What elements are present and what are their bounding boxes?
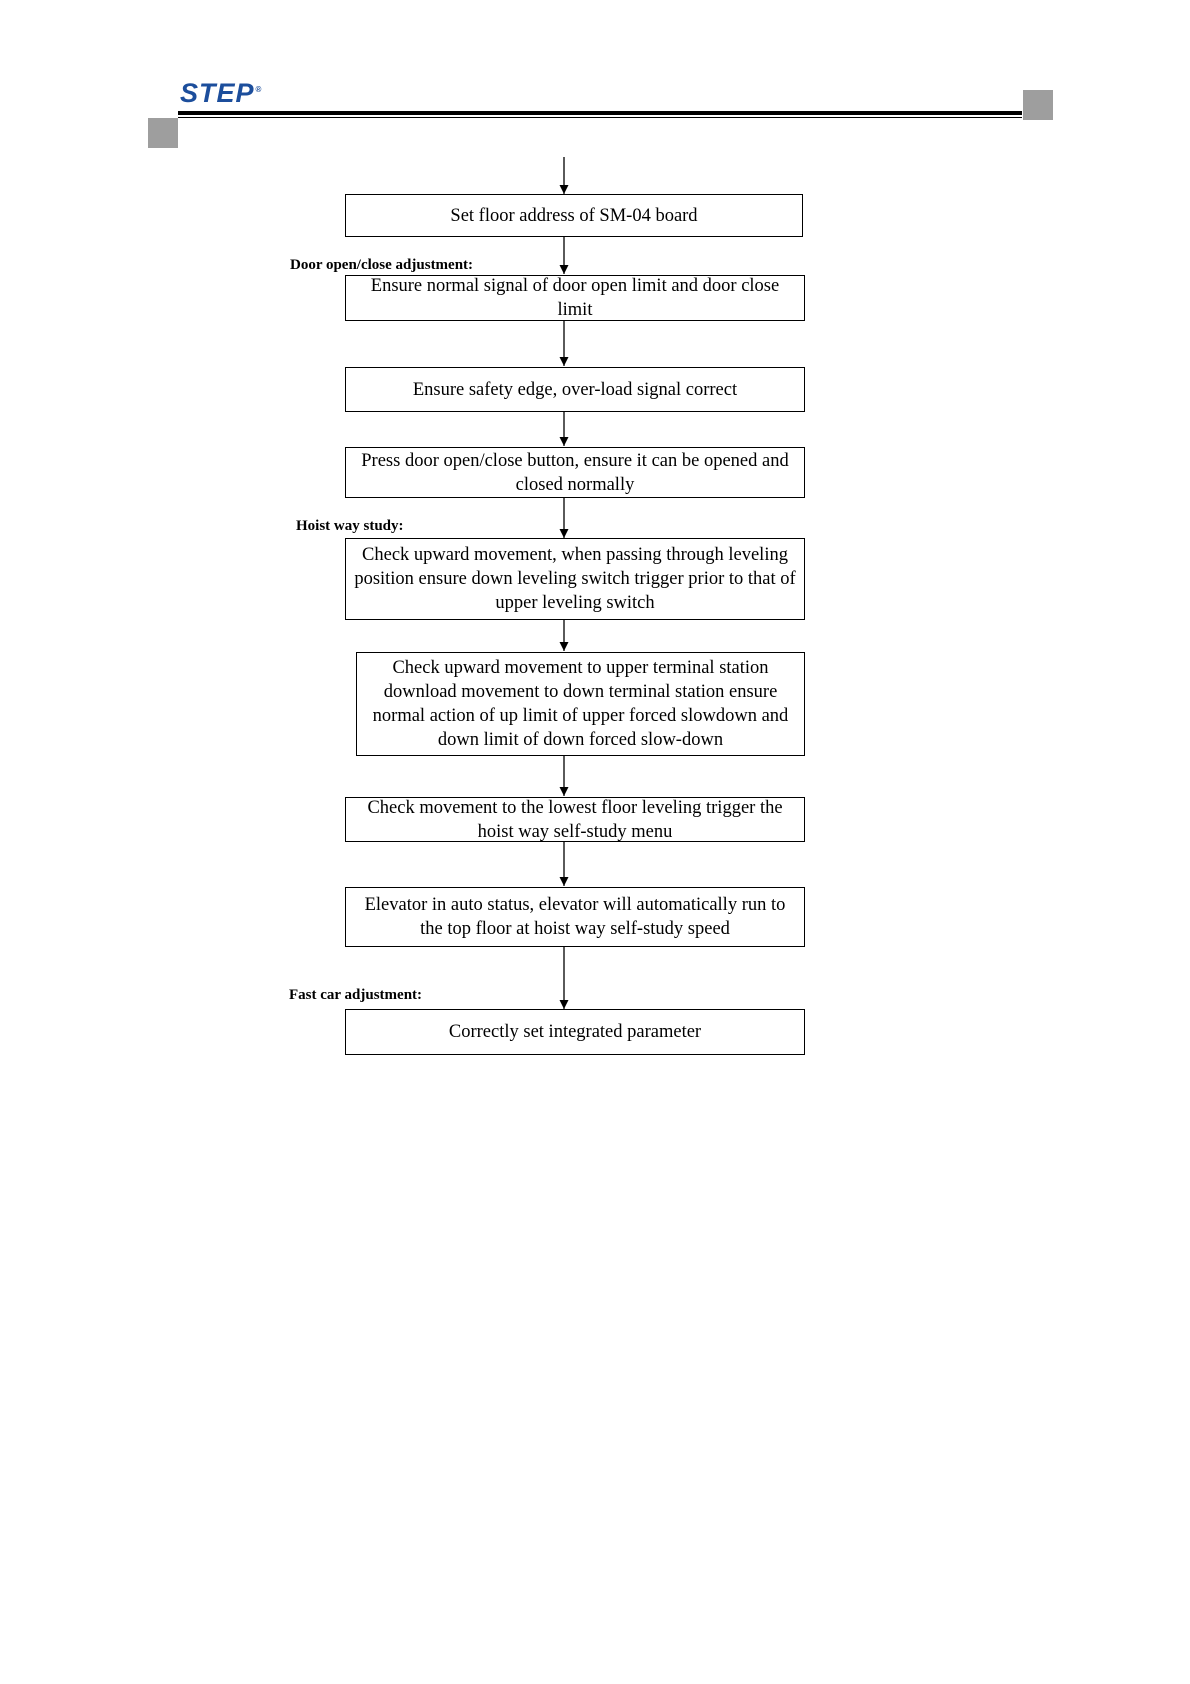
flow-step-set-floor-address: Set floor address of SM-04 board (345, 194, 803, 237)
flow-step-set-integrated-parameter: Correctly set integrated parameter (345, 1009, 805, 1055)
registered-mark: ® (255, 85, 263, 94)
flow-step-door-button-test: Press door open/close button, ensure it can be opened and closed normally (345, 447, 805, 498)
logo-text: STEP (180, 78, 255, 108)
section-label-fast-car-adjustment: Fast car adjustment: (289, 987, 423, 1003)
flow-step-safety-edge-signal: Ensure safety edge, over-load signal correct (345, 367, 805, 412)
flow-step-terminal-station-check: Check upward movement to upper terminal station download movement to down terminal station ensure normal action of up limit of upper forced slowdown and down limit of down forced slow-down (356, 652, 805, 756)
flow-step-auto-run-top-floor: Elevator in auto status, elevator will automatically run to the top floor at hoist way self-study speed (345, 887, 805, 947)
flow-step-door-limit-signal: Ensure normal signal of door open limit and door close limit (345, 275, 805, 321)
section-label-hoist-way-study: Hoist way study: (296, 518, 404, 534)
section-label-door-adjustment: Door open/close adjustment: (290, 257, 474, 273)
flow-step-leveling-switch-check: Check upward movement, when passing through leveling position ensure down leveling switch trigger prior to that of upper leveling switch (345, 538, 805, 620)
flow-step-self-study-menu: Check movement to the lowest floor leveling trigger the hoist way self-study menu (345, 797, 805, 842)
